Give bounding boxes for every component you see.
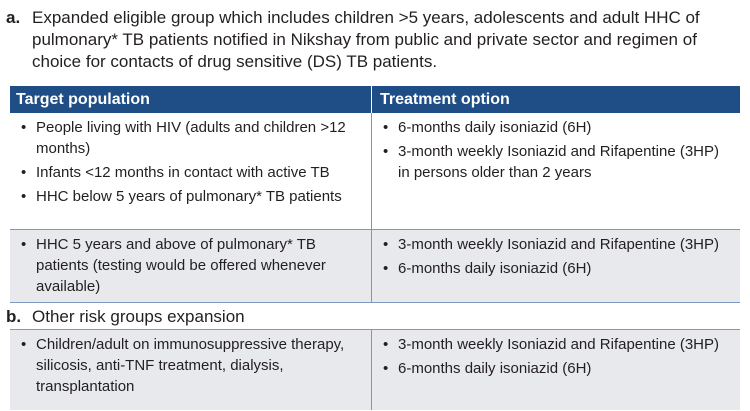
section-b-letter: b. bbox=[6, 307, 22, 326]
header-treatment-option: Treatment option bbox=[380, 91, 510, 108]
section-a-letter: a. bbox=[6, 8, 21, 27]
section-b-text: Other risk groups expansion bbox=[32, 307, 245, 326]
list-item: • 6-months daily isoniazid (6H) bbox=[376, 117, 734, 138]
section-a-heading bbox=[6, 7, 746, 73]
section-a-text: Expanded eligible group which includes children >5 years, adolescents and adult HHC of pulmonary* TB patients notified in Nikshay from public and private sector and regimen of choice for contacts of drug sensitive (DS) TB patients. bbox=[32, 8, 700, 71]
list-item: • 3-month weekly Isoniazid and Rifapentine (3HP) bbox=[376, 234, 734, 255]
treatment-list bbox=[372, 230, 740, 279]
table-header-row bbox=[10, 86, 740, 113]
population-list bbox=[10, 230, 371, 297]
treatment-list bbox=[372, 113, 740, 183]
list-item: • 6-months daily isoniazid (6H) bbox=[376, 358, 734, 379]
list-item: • HHC 5 years and above of pulmonary* TB patients (testing would be offered whenever available) bbox=[14, 234, 365, 297]
header-target-population: Target population bbox=[10, 86, 372, 113]
list-item: • 6-months daily isoniazid (6H) bbox=[376, 258, 734, 279]
table-row bbox=[10, 229, 740, 303]
list-item: • People living with HIV (adults and children >12 months) bbox=[14, 117, 365, 159]
treatment-list bbox=[372, 330, 740, 379]
table-row bbox=[10, 329, 740, 410]
list-item: • Infants <12 months in contact with active TB bbox=[14, 162, 365, 183]
table-row bbox=[10, 113, 740, 229]
list-item: • Children/adult on immunosuppressive therapy, silicosis, anti-TNF treatment, dialysis, transplantation bbox=[14, 334, 365, 397]
section-b-heading bbox=[6, 306, 746, 328]
list-item: • HHC below 5 years of pulmonary* TB patients bbox=[14, 186, 365, 207]
list-item: • 3-month weekly Isoniazid and Rifapentine (3HP) in persons older than 2 years bbox=[376, 141, 734, 183]
population-list bbox=[10, 330, 371, 397]
population-list bbox=[10, 113, 371, 207]
list-item: • 3-month weekly Isoniazid and Rifapentine (3HP) bbox=[376, 334, 734, 355]
